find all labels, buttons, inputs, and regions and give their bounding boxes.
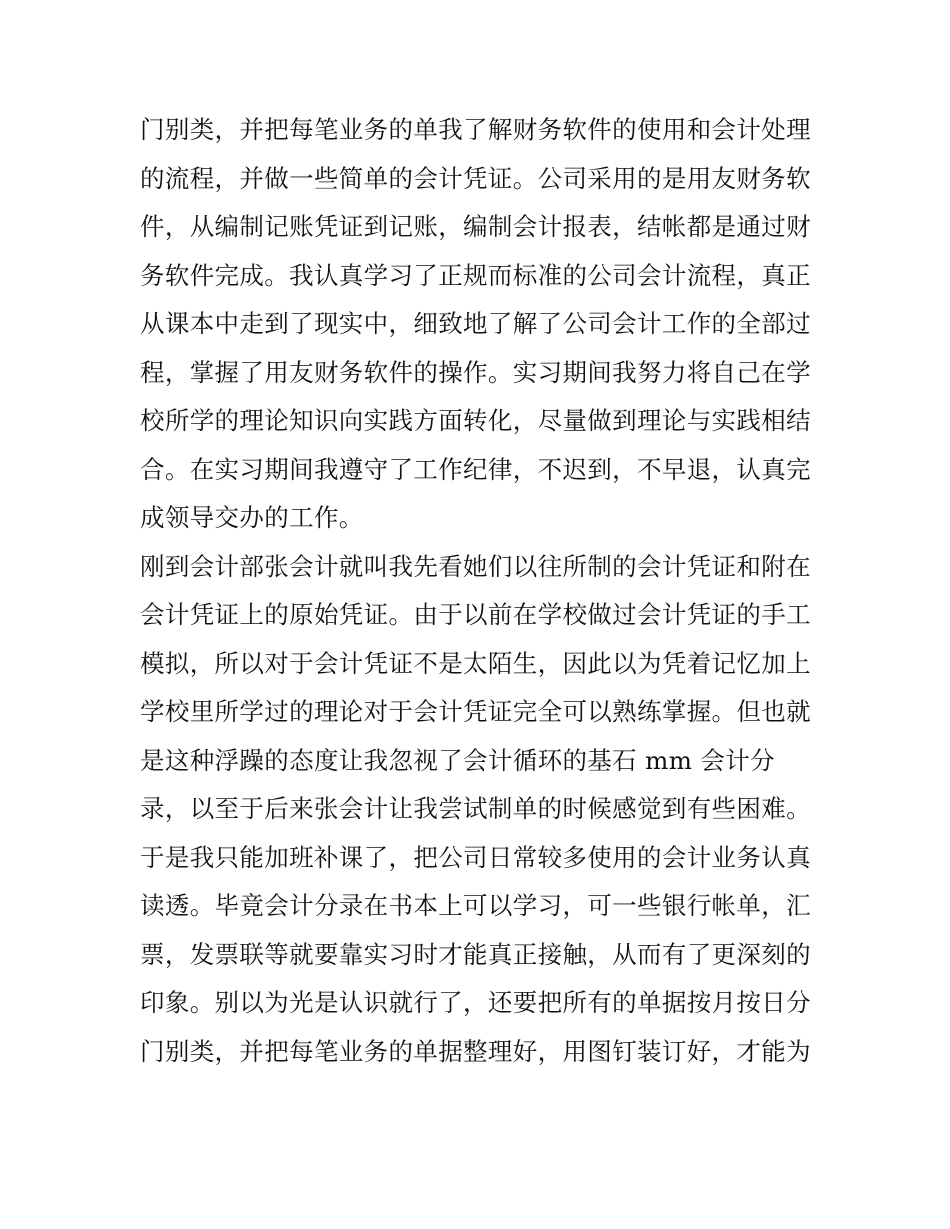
text-line-15: 录，以至于后来张会计让我尝试制单的时候感觉到有些困难。 xyxy=(140,794,811,823)
text-line-11: 会计凭证上的原始凭证。由于以前在学校做过会计凭证的手工 xyxy=(140,600,811,629)
text-line-13: 学校里所学过的理论对于会计凭证完全可以熟练掌握。但也就 xyxy=(140,697,811,726)
text-line-17: 读透。毕竟会计分录在书本上可以学习，可一些银行帐单，汇 xyxy=(140,891,811,920)
text-line-4: 务软件完成。我认真学习了正规而标准的公司会计流程，真正 xyxy=(140,260,811,290)
text-line-7: 校所学的理论知识向实践方面转化，尽量做到理论与实践相结 xyxy=(140,406,811,435)
text-line-12: 模拟，所以对于会计凭证不是太陌生，因此以为凭着记忆加上 xyxy=(140,648,811,678)
text-line-2: 的流程，并做一些简单的会计凭证。公司采用的是用友财务软 xyxy=(140,163,811,193)
text-line-19: 印象。别以为光是认识就行了，还要把所有的单据按月按日分 xyxy=(140,988,811,1017)
text-line-10: 刚到会计部张会计就叫我先看她们以往所制的会计凭证和附在 xyxy=(140,551,811,581)
text-line-5: 从课本中走到了现实中，细致地了解了公司会计工作的全部过 xyxy=(140,309,811,338)
text-line-9: 成领导交办的工作。 xyxy=(140,503,364,532)
text-line-6: 程，掌握了用友财务软件的操作。实习期间我努力将自己在学 xyxy=(140,357,811,387)
text-line-8: 合。在实习期间我遵守了工作纪律，不迟到，不早退，认真完 xyxy=(140,454,811,484)
text-line-18: 票，发票联等就要靠实习时才能真正接触，从而有了更深刻的 xyxy=(140,939,811,969)
text-line-20: 门别类，并把每笔业务的单据整理好，用图钉装订好，才能为 xyxy=(140,1036,811,1066)
text-line-1: 门别类，并把每笔业务的单我了解财务软件的使用和会计处理 xyxy=(140,115,811,144)
text-line-16: 于是我只能加班补课了，把公司日常较多使用的会计业务认真 xyxy=(140,842,811,872)
body-text xyxy=(140,106,820,1076)
text-line-3: 件，从编制记账凭证到记账，编制会计报表，结帐都是通过财 xyxy=(140,212,811,241)
text-line-14: 是这种浮躁的态度让我忽视了会计循环的基石 mm 会计分 xyxy=(140,745,775,775)
